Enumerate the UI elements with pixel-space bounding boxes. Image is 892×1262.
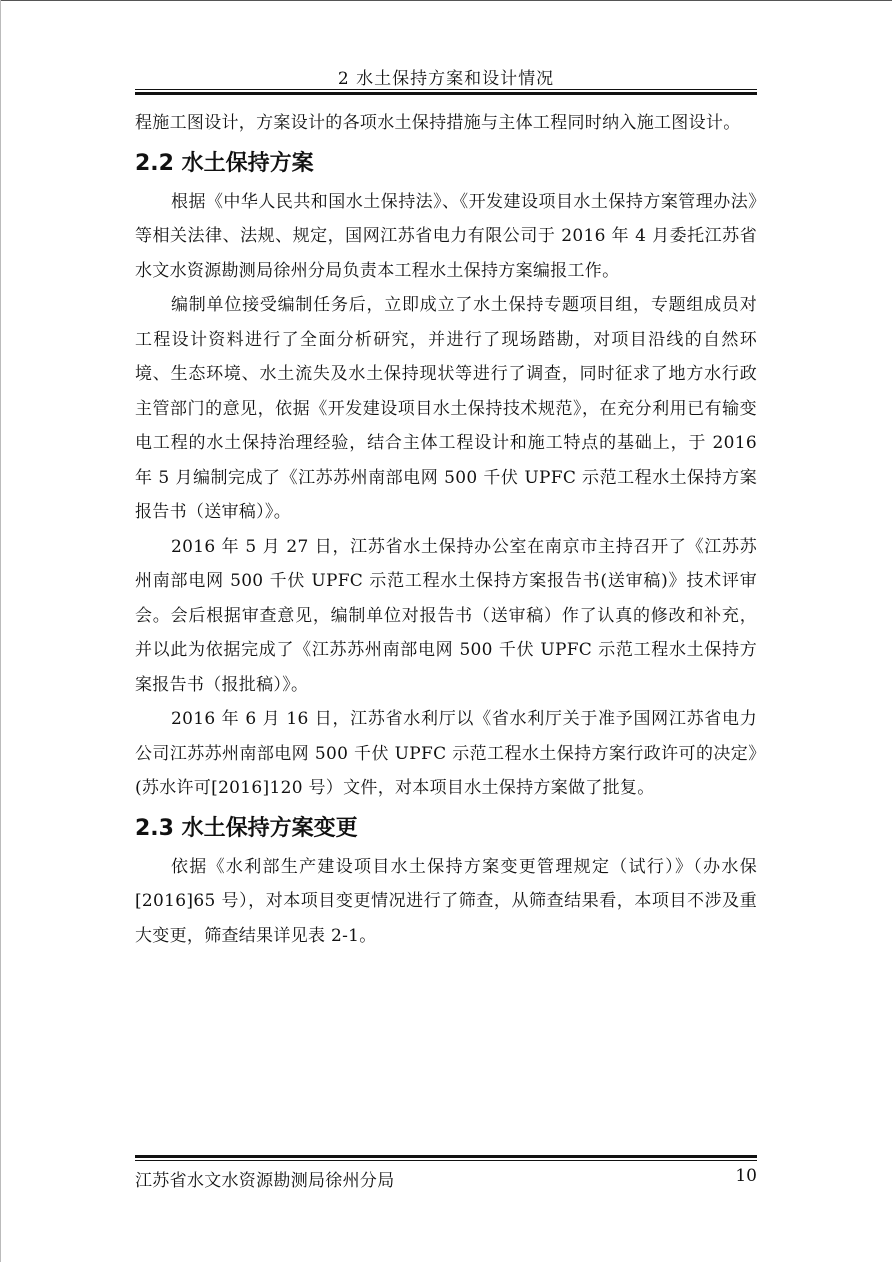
footer-organization: 江苏省水文水资源勘测局徐州分局 (135, 1171, 395, 1191)
header-rule-thick (135, 92, 757, 95)
section-2-2-paragraph-4: 2016 年 6 月 16 日，江苏省水利厅以《省水利厅关于准予国网江苏省电力公司江苏苏州南部电网 500 千伏 UPFC 示范工程水土保持方案行政许可的决定》(苏水许可[2016]120 号）文件，对本项目水土保持方案做了批复。 (135, 709, 757, 798)
section-2-2-paragraph-1: 根据《中华人民共和国水土保持法》、《开发建设项目水土保持方案管理办法》等相关法律、法规、规定，国网江苏省电力有限公司于 2016 年 4 月委托江苏省水文水资源勘测局徐州分局负责本工程水土保持方案编报工作。 (135, 191, 757, 281)
header-rule-thin (135, 89, 757, 90)
section-2-3-paragraph-1: 依据《水利部生产建设项目水土保持方案变更管理规定（试行）》（办水保[2016]65 号），对本项目变更情况进行了筛查，从筛查结果看，本项目不涉及重大变更，筛查结果详见表 2-1。 (135, 856, 757, 946)
section-2-2-paragraph-2: 编制单位接受编制任务后，立即成立了水土保持专题项目组，专题组成员对工程设计资料进行了全面分析研究，并进行了现场踏勘，对项目沿线的自然环境、生态环境、水土流失及水土保持现状等进行了调查，同时征求了地方水行政主管部门的意见，依据《开发建设项目水土保持技术规范》，在充分利用已有输变电工程的水土保持治理经验，结合主体工程设计和施工特点的基础上，于 2016 年 5 月编制完成了《江苏苏州南部电网 500 千伏 UPFC 示范工程水土保持方案报告书（送审稿）》。 (135, 295, 757, 522)
page-number: 10 (735, 1166, 757, 1186)
running-header-title: 2 水土保持方案和设计情况 (337, 69, 555, 89)
footer-rule-thin (135, 1160, 757, 1161)
page-top-border (0, 0, 892, 1)
footer-rule-thick (135, 1155, 757, 1158)
section-2-3-heading: 2.3 水土保持方案变更 (135, 815, 358, 841)
document-body (135, 106, 757, 953)
page-left-border (0, 0, 1, 1262)
intro-paragraph: 程施工图设计，方案设计的各项水土保持措施与主体工程同时纳入施工图设计。 (135, 113, 741, 133)
section-2-2-heading: 2.2 水土保持方案 (135, 150, 314, 176)
section-2-2-paragraph-3: 2016 年 5 月 27 日，江苏省水土保持办公室在南京市主持召开了《江苏苏州南部电网 500 千伏 UPFC 示范工程水土保持方案报告书(送审稿)》技术评审会。会后根据审查意见，编制单位对报告书（送审稿）作了认真的修改和补充，并以此为依据完成了《江苏苏州南部电网 500 千伏 UPFC 示范工程水土保持方案报告书（报批稿）》。 (135, 536, 757, 695)
